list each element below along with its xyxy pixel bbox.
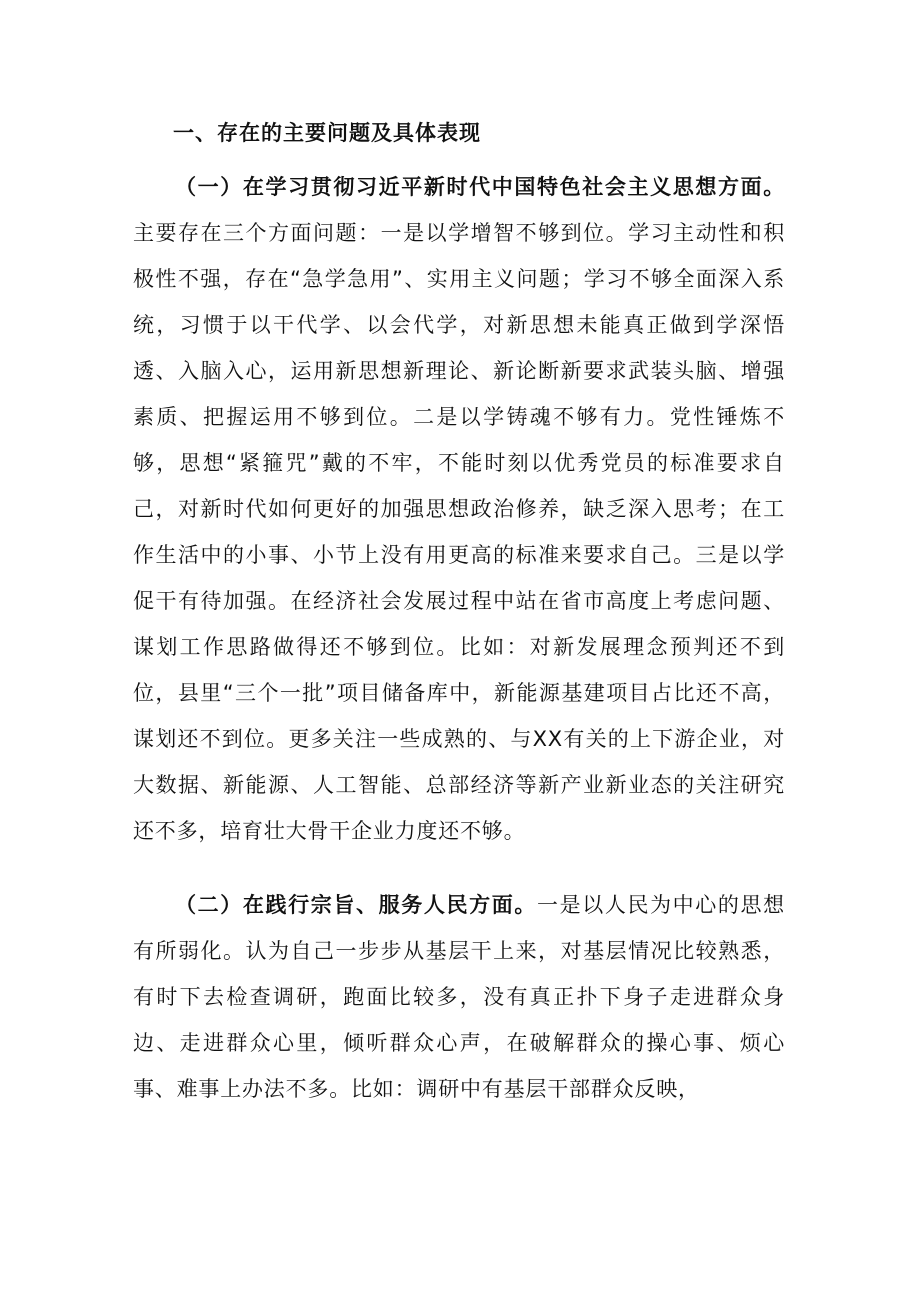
paragraph-2-lead: （二）在践行宗旨、服务人民方面。	[175, 893, 537, 917]
document-body	[133, 110, 785, 1112]
paragraph-1	[133, 164, 785, 854]
paragraph-1-body: 主要存在三个方面问题：一是以学增智不够到位。学习主动性和积极性不强，存在“急学急用”、实用主义问题；学习不够全面深入系统，习惯于以干代学、以会代学，对新思想未能真正做到学深悟透、入脑入心，运用新思想新理论、新论断新要求武装头脑、增强素质、把握运用不够到位。二是以学铸魂不够有力。党性锤炼不够，思想“紧箍咒”戴的不牢，不能时刻以优秀党员的标准要求自己，对新时代如何更好的加强思想政治修养，缺乏深入思考；在工作生活中的小事、小节上没有用更高的标准来要求自己。三是以学促干有待加强。在经济社会发展过程中站在省市高度上考虑问题、谋划工作思路做得还不够到位。比如：对新发展理念预判还不到位，县里“三个一批”项目储备库中，新能源基建项目占比还不高，谋划还不到位。更多关注一些成熟的、与XX有关的上下游企业，对大数据、新能源、人工智能、总部经济等新产业新业态的关注研究还不多，培育壮大骨干企业力度还不够。	[133, 221, 785, 843]
paragraph-1-lead: （一）在学习贯彻习近平新时代中国特色社会主义思想方面。	[175, 175, 785, 199]
paragraph-2-body: 一是以人民为中心的思想有所弱化。认为自己一步步从基层干上来，对基层情况比较熟悉，有时下去检查调研，跑面比较多，没有真正扑下身子走进群众身边、走进群众心里，倾听群众心声，在破解群众的操心事、烦心事、难事上办法不多。比如：调研中有基层干部群众反映，	[133, 893, 785, 1101]
section-heading: 一、存在的主要问题及具体表现	[173, 121, 481, 145]
paragraph-2	[133, 882, 785, 1112]
